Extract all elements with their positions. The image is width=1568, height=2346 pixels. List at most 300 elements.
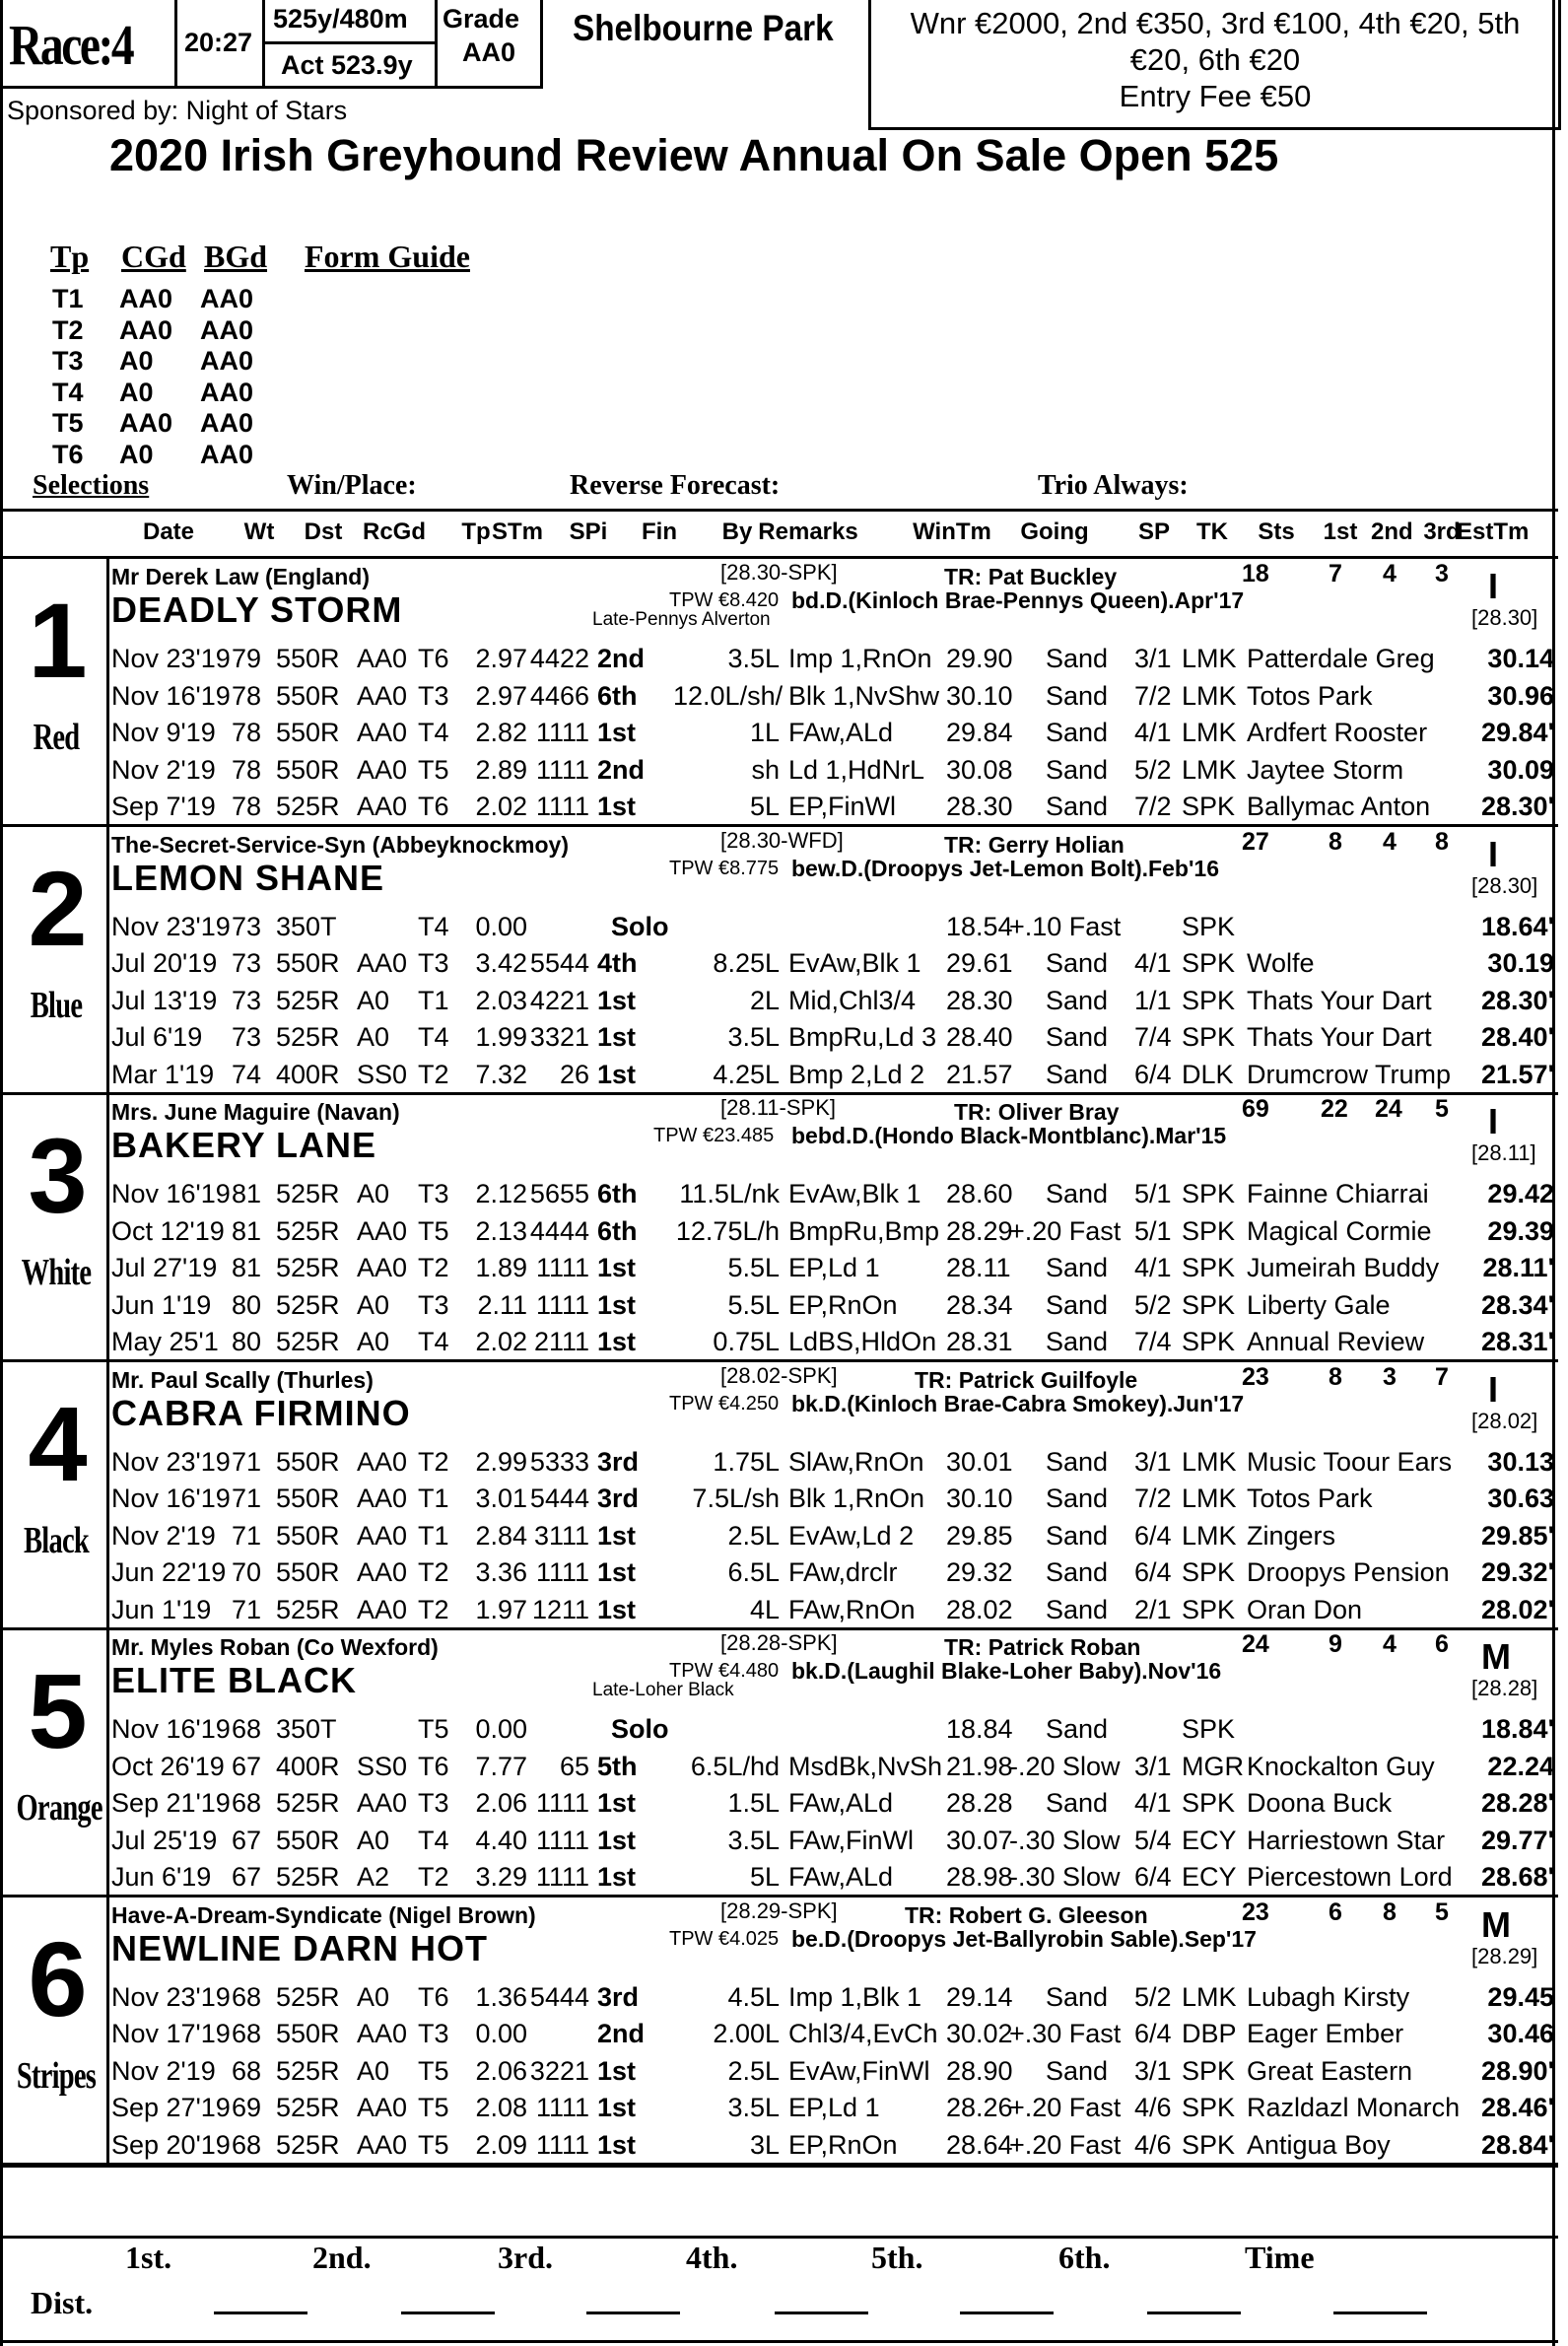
form-finish: 1st: [597, 1594, 637, 1624]
form-finish: 1st: [597, 985, 637, 1015]
form-finish: 1st: [597, 2093, 637, 2122]
form-going: +.20 Fast: [1009, 2129, 1122, 2160]
form-win-time: 28.11: [946, 1253, 1011, 1282]
form-finish: 4th: [597, 948, 638, 978]
run-style: I: [1488, 1368, 1499, 1410]
grade-cgd: AA0: [119, 284, 173, 313]
form-remarks: Blk 1,NvShw: [788, 680, 940, 711]
column-header-remarks: Remarks: [758, 518, 858, 545]
form-race-grade: SS0: [357, 1751, 408, 1781]
form-split-positions: 4221: [529, 985, 589, 1015]
form-remarks: EP,Ld 1: [788, 1253, 880, 1282]
form-sectional-time: 2.08: [475, 2093, 527, 2122]
form-date: Nov 17'19: [111, 2019, 231, 2048]
form-distance: 525R: [276, 1981, 340, 2012]
form-going: Sand: [1046, 680, 1109, 711]
form-track: SPK: [1182, 911, 1236, 941]
stat-sts: 24: [1242, 1630, 1269, 1658]
trainer: TR: Robert G. Gleeson: [905, 1901, 1148, 1928]
form-split-positions: 26: [559, 1059, 589, 1089]
trainer: TR: Patrick Guilfoyle: [915, 1366, 1138, 1393]
form-beaten-by: 11.5L/nk: [679, 1179, 780, 1208]
grade-cgd: AA0: [119, 408, 173, 438]
form-trap: T1: [418, 1520, 449, 1551]
form-track: LMK: [1182, 680, 1237, 711]
form-row: [3, 678, 1558, 715]
form-sectional-time: 7.77: [475, 1751, 527, 1781]
form-starting-price: 5/1: [1134, 1215, 1172, 1246]
form-estimated-time: 18.84': [1481, 1714, 1554, 1744]
form-estimated-time: 29.39: [1487, 1215, 1554, 1246]
form-weight: 67: [232, 1862, 262, 1892]
form-sectional-time: 2.82: [475, 718, 527, 747]
form-track: SPK: [1182, 2129, 1236, 2160]
form-split-positions: 3221: [529, 2055, 589, 2086]
form-track: ECY: [1182, 1825, 1237, 1855]
form-distance: 525R: [276, 1022, 340, 1052]
form-weight: 70: [232, 1557, 262, 1587]
form-estimated-time: 29.77': [1481, 1825, 1554, 1855]
breeding: be.D.(Droopys Jet-Ballyrobin Sable).Sep'17: [791, 1925, 1257, 1952]
form-sectional-time: 0.00: [475, 911, 527, 941]
form-estimated-time: 28.84': [1481, 2129, 1554, 2160]
form-weight: 73: [232, 985, 262, 1015]
result-blank-line: [586, 2312, 680, 2314]
form-sectional-time: 1.89: [475, 1253, 527, 1282]
form-starting-price: 6/4: [1134, 1520, 1172, 1551]
form-winner: Eager Ember: [1247, 2019, 1404, 2048]
form-race-grade: A0: [357, 1825, 390, 1855]
form-win-time: 18.54: [946, 911, 1013, 941]
form-row: [3, 1749, 1558, 1785]
total-prize-won: TPW €8.420: [669, 589, 780, 611]
form-sectional-time: 2.02: [475, 1327, 527, 1356]
grade-cgd: A0: [119, 439, 154, 469]
dog-name: NEWLINE DARN HOT: [111, 1927, 488, 1968]
form-trap: T6: [418, 644, 449, 673]
race-number: Race:4: [9, 13, 133, 77]
form-remarks: Imp 1,Blk 1: [788, 1981, 922, 2012]
form-row: [3, 1979, 1558, 2016]
column-header-sts: Sts: [1258, 518, 1295, 545]
form-going: Sand: [1046, 2055, 1109, 2086]
form-row: [3, 1823, 1558, 1859]
dam-note: Late-Loher Black: [592, 1680, 734, 1700]
form-winner: Totos Park: [1247, 680, 1373, 711]
form-race-grade: AA0: [357, 792, 408, 821]
form-going: Sand: [1046, 948, 1109, 978]
form-weight: 73: [232, 1022, 262, 1052]
prize-line-1: Wnr €2000, 2nd €350, 3rd €100, 4th €20, 5th: [910, 6, 1521, 40]
form-row: [3, 983, 1558, 1019]
form-winner: Antigua Boy: [1247, 2129, 1391, 2160]
grade-trap: T6: [52, 439, 84, 469]
form-win-time: 30.01: [946, 1446, 1013, 1477]
form-track: SPK: [1182, 1327, 1236, 1356]
form-weight: 78: [232, 718, 262, 747]
form-finish: 1st: [597, 1059, 637, 1089]
form-win-time: 28.34: [946, 1289, 1013, 1320]
form-beaten-by: 6.5L: [727, 1557, 780, 1587]
form-split-positions: 65: [559, 1751, 589, 1781]
trap-colour: Red: [33, 717, 80, 758]
form-row: [3, 1250, 1558, 1286]
result-position-label: Time: [1245, 2240, 1315, 2275]
dog-name: BAKERY LANE: [111, 1125, 377, 1165]
stat-third: 5: [1435, 1095, 1449, 1123]
dog-name: LEMON SHANE: [111, 857, 385, 898]
form-distance: 550R: [276, 1520, 340, 1551]
form-going: Sand: [1046, 1446, 1109, 1477]
form-estimated-time: 30.96: [1487, 680, 1554, 711]
trap-number: 1: [28, 581, 88, 700]
form-win-time: 28.29: [946, 1215, 1013, 1246]
form-starting-price: 6/4: [1134, 1557, 1172, 1587]
form-estimated-time: 30.14: [1487, 644, 1554, 673]
form-track: SPK: [1182, 2093, 1236, 2122]
form-distance: 525R: [276, 1179, 340, 1208]
form-win-time: 29.32: [946, 1557, 1013, 1587]
divider: [3, 2236, 1558, 2239]
form-beaten-by: 4.5L: [727, 1981, 780, 2012]
best-time: [28.11-SPK]: [720, 1095, 836, 1120]
form-distance: 550R: [276, 2019, 340, 2048]
form-going: -.30 Slow: [1009, 1825, 1121, 1855]
form-trap: T3: [418, 948, 449, 978]
form-going: Sand: [1046, 1179, 1109, 1208]
form-sectional-time: 2.11: [477, 1289, 527, 1320]
column-header-tk: TK: [1196, 518, 1228, 545]
form-remarks: FAw,FinWl: [788, 1825, 915, 1855]
form-weight: 68: [232, 2055, 262, 2086]
form-weight: 68: [232, 1714, 262, 1744]
form-row: [3, 752, 1558, 789]
form-estimated-time: 28.28': [1481, 1788, 1554, 1818]
column-header-rcgd: RcGd: [363, 518, 427, 545]
estimated-best: [28.30]: [1471, 872, 1538, 898]
owner: Mr Derek Law (England): [111, 564, 370, 589]
form-race-grade: A0: [357, 1981, 390, 2012]
form-sectional-time: 2.89: [475, 754, 527, 785]
form-starting-price: 7/2: [1134, 792, 1172, 821]
form-weight: 71: [232, 1446, 262, 1477]
form-remarks: EP,FinWl: [788, 792, 897, 821]
best-time: [28.02-SPK]: [720, 1362, 838, 1388]
form-track: LMK: [1182, 1520, 1237, 1551]
form-row: [3, 909, 1558, 945]
form-sectional-time: 0.00: [475, 2019, 527, 2048]
form-split-positions: 1111: [535, 1253, 589, 1282]
form-date: Nov 16'19: [111, 1179, 231, 1208]
form-estimated-time: 30.63: [1487, 1484, 1554, 1513]
form-distance: 525R: [276, 2093, 340, 2122]
form-win-time: 28.28: [946, 1788, 1013, 1818]
form-trap: T3: [418, 1179, 449, 1208]
form-weight: 73: [232, 948, 262, 978]
sponsor: Sponsored by: Night of Stars: [7, 96, 348, 125]
breeding: bk.D.(Kinloch Brae-Cabra Smokey).Jun'17: [791, 1390, 1245, 1416]
form-row: [3, 2090, 1558, 2126]
form-beaten-by: 4L: [749, 1594, 780, 1624]
runner-block: [3, 1897, 1558, 2165]
form-sectional-time: 3.42: [475, 948, 527, 978]
form-win-time: 18.84: [946, 1714, 1013, 1744]
form-split-positions: 5333: [529, 1446, 589, 1477]
form-weight: 80: [232, 1289, 262, 1320]
trainer: TR: Oliver Bray: [954, 1099, 1120, 1125]
total-prize-won: TPW €8.775: [669, 857, 780, 879]
form-date: Sep 27'19: [111, 2093, 231, 2122]
form-split-positions: 1111: [535, 792, 589, 821]
form-going: Sand: [1046, 754, 1109, 785]
run-style: I: [1488, 1101, 1499, 1141]
race-title: 2020 Irish Greyhound Review Annual On Sale Open 525: [109, 130, 1279, 180]
form-win-time: 30.10: [946, 1484, 1013, 1513]
form-trap: T3: [418, 1788, 449, 1818]
form-remarks: EvAw,Blk 1: [788, 948, 921, 978]
form-row: [3, 1481, 1558, 1517]
form-beaten-by: 2.5L: [727, 1520, 780, 1551]
reverse-forecast-label: Reverse Forecast:: [570, 470, 781, 501]
breeding: bd.D.(Kinloch Brae-Pennys Queen).Apr'17: [791, 587, 1245, 613]
grades-header-tp: Tp: [50, 239, 90, 274]
form-beaten-by: 3.5L: [727, 1022, 780, 1052]
form-estimated-time: 28.68': [1481, 1862, 1554, 1892]
form-winner: Liberty Gale: [1247, 1289, 1391, 1320]
form-finish: 2nd: [597, 644, 646, 673]
form-finish: 6th: [597, 680, 638, 711]
form-split-positions: 1111: [535, 1862, 589, 1892]
form-split-positions: 1211: [531, 1594, 589, 1624]
form-sectional-time: 0.00: [475, 1714, 527, 1744]
form-distance: 525R: [276, 1862, 340, 1892]
stat-first: 8: [1329, 827, 1342, 856]
total-prize-won: TPW €4.250: [669, 1392, 780, 1414]
form-winner: Knockalton Guy: [1247, 1751, 1435, 1781]
form-row: [3, 945, 1558, 982]
stat-first: 8: [1329, 1362, 1342, 1391]
form-going: -.20 Slow: [1009, 1751, 1121, 1781]
trap-colour: Black: [24, 1519, 89, 1561]
form-track: SPK: [1182, 1215, 1236, 1246]
trap-colour: Blue: [30, 984, 83, 1026]
grade-trap: T2: [52, 314, 84, 345]
trap-number: 4: [28, 1383, 88, 1503]
form-beaten-by: 5L: [749, 792, 780, 821]
form-remarks: EP,Ld 1: [788, 2093, 880, 2122]
form-track: SPK: [1182, 2055, 1236, 2086]
form-race-grade: AA0: [357, 1446, 408, 1477]
form-winner: Fainne Chiarrai: [1247, 1179, 1429, 1208]
form-weight: 80: [232, 1327, 262, 1356]
form-remarks: FAw,ALd: [788, 1862, 894, 1892]
form-split-positions: 5544: [529, 948, 589, 978]
form-winner: Oran Don: [1247, 1594, 1363, 1624]
form-winner: Ballymac Anton: [1247, 792, 1431, 821]
form-distance: 550R: [276, 718, 340, 747]
race-grade: AA0: [462, 37, 516, 67]
form-trap: T3: [418, 2019, 449, 2048]
column-header-2nd: 2nd: [1371, 518, 1413, 545]
form-finish: Solo: [611, 1714, 669, 1744]
run-style: I: [1488, 566, 1499, 606]
form-going: +.30 Fast: [1009, 2019, 1122, 2048]
form-weight: 68: [232, 1788, 262, 1818]
form-trap: T4: [418, 718, 449, 747]
form-going: -.30 Slow: [1009, 1862, 1121, 1892]
form-track: ECY: [1182, 1862, 1237, 1892]
stat-sts: 23: [1242, 1362, 1269, 1391]
form-win-time: 29.14: [946, 1981, 1013, 2012]
form-winner: Ardfert Rooster: [1247, 718, 1428, 747]
form-split-positions: 1111: [535, 718, 589, 747]
form-track: LMK: [1182, 718, 1237, 747]
form-distance: 525R: [276, 2055, 340, 2086]
stat-second: 4: [1383, 560, 1397, 587]
form-date: Oct 26'19: [111, 1751, 225, 1781]
form-starting-price: 5/1: [1134, 1179, 1172, 1208]
form-win-time: 28.30: [946, 985, 1013, 1015]
form-going: Sand: [1046, 1981, 1109, 2012]
form-remarks: Imp 1,RnOn: [788, 644, 932, 673]
form-sectional-time: 2.06: [475, 2055, 527, 2086]
runner-block: [3, 1628, 1558, 1897]
form-split-positions: 1111: [535, 754, 589, 785]
form-starting-price: 5/4: [1134, 1825, 1172, 1855]
form-track: DLK: [1182, 1059, 1234, 1089]
form-weight: 74: [232, 1059, 262, 1089]
form-distance: 525R: [276, 792, 340, 821]
trainer: TR: Pat Buckley: [944, 564, 1118, 589]
form-track: LMK: [1182, 1446, 1237, 1477]
form-trap: T5: [418, 1215, 449, 1246]
form-finish: 1st: [597, 2129, 637, 2160]
form-weight: 79: [232, 644, 262, 673]
form-remarks: BmpRu,Bmp: [788, 1215, 940, 1246]
form-winner: Thats Your Dart: [1247, 985, 1432, 1015]
form-win-time: 29.84: [946, 718, 1013, 747]
breeding: bk.D.(Laughil Blake-Loher Baby).Nov'16: [791, 1658, 1222, 1684]
form-winner: Magical Cormie: [1247, 1215, 1432, 1246]
form-starting-price: 3/1: [1134, 2055, 1172, 2086]
form-starting-price: 7/4: [1134, 1022, 1172, 1052]
form-sectional-time: 2.06: [475, 1788, 527, 1818]
form-row: [3, 1019, 1558, 1056]
form-race-grade: AA0: [357, 1557, 408, 1587]
form-distance: 525R: [276, 1289, 340, 1320]
result-position-label: 6th.: [1058, 2240, 1111, 2275]
form-going: Sand: [1046, 1520, 1109, 1551]
form-trap: T6: [418, 1751, 449, 1781]
form-estimated-time: 28.40': [1481, 1022, 1554, 1052]
form-finish: 5th: [597, 1751, 638, 1781]
trainer: TR: Gerry Holian: [944, 831, 1125, 858]
estimated-best: [28.28]: [1471, 1676, 1538, 1700]
form-finish: 1st: [597, 1289, 637, 1320]
form-win-time: 28.90: [946, 2055, 1013, 2086]
column-header-sp: SP: [1137, 518, 1170, 545]
stat-sts: 18: [1242, 560, 1269, 587]
form-race-grade: AA0: [357, 718, 408, 747]
form-estimated-time: 29.42: [1487, 1179, 1554, 1208]
form-winner: Harriestown Star: [1247, 1825, 1446, 1855]
grade-trap: T4: [52, 377, 84, 407]
grade-bgd: AA0: [200, 346, 254, 376]
form-sectional-time: 2.99: [475, 1446, 527, 1477]
form-starting-price: 4/1: [1134, 1788, 1172, 1818]
form-beaten-by: 6.5L/hd: [690, 1751, 780, 1781]
result-position-label: 4th.: [686, 2240, 738, 2275]
form-sectional-time: 2.97: [475, 680, 527, 711]
form-date: Mar 1'19: [111, 1059, 215, 1089]
form-beaten-by: 0.75L: [713, 1327, 780, 1356]
form-weight: 68: [232, 1981, 262, 2012]
column-header-date: Date: [142, 518, 195, 545]
form-race-grade: A0: [357, 985, 390, 1015]
column-header-3rd: 3rd: [1423, 518, 1461, 545]
form-race-grade: AA0: [357, 1520, 408, 1551]
form-trap: T5: [418, 754, 449, 785]
form-track: DBP: [1182, 2019, 1237, 2048]
grade-bgd: AA0: [200, 314, 254, 345]
grade-bgd: AA0: [200, 408, 254, 438]
form-finish: 6th: [597, 1179, 638, 1208]
form-weight: 67: [232, 1751, 262, 1781]
runner-block: [3, 558, 1558, 826]
form-race-grade: A0: [357, 1327, 390, 1356]
form-remarks: MsdBk,NvSh: [788, 1751, 943, 1781]
result-position-label: 2nd.: [312, 2240, 372, 2275]
form-beaten-by: 3.5L: [727, 644, 780, 673]
form-going: +.20 Fast: [1009, 1215, 1122, 1246]
result-position-label: 5th.: [871, 2240, 923, 2275]
result-position-label: 3rd.: [498, 2240, 553, 2275]
form-remarks: SlAw,RnOn: [788, 1446, 924, 1477]
form-race-grade: AA0: [357, 948, 408, 978]
owner: Mrs. June Maguire (Navan): [111, 1099, 400, 1125]
estimated-best: [28.29]: [1471, 1943, 1538, 1968]
form-finish: 1st: [597, 718, 637, 747]
form-beaten-by: 12.0L/sh/: [673, 680, 784, 711]
form-remarks: EvAw,FinWl: [788, 2055, 930, 2086]
form-trap: T6: [418, 1981, 449, 2012]
run-style: I: [1488, 833, 1499, 874]
form-row: [3, 641, 1558, 677]
form-distance: 550R: [276, 680, 340, 711]
form-trap: T2: [418, 1446, 449, 1477]
form-weight: 68: [232, 2019, 262, 2048]
form-winner: Doona Buck: [1247, 1788, 1393, 1818]
form-going: +.20 Fast: [1009, 2093, 1122, 2122]
form-remarks: Mid,Chl3/4: [788, 985, 917, 1015]
form-race-grade: AA0: [357, 1253, 408, 1282]
form-track: SPK: [1182, 948, 1236, 978]
result-position-label: 1st.: [125, 2240, 172, 2275]
form-date: Nov 9'19: [111, 718, 216, 747]
form-winner: Lubagh Kirsty: [1247, 1981, 1410, 2012]
form-finish: 1st: [597, 1788, 637, 1818]
form-estimated-time: 28.02': [1481, 1594, 1554, 1624]
form-starting-price: 6/4: [1134, 1862, 1172, 1892]
form-distance: 350T: [276, 911, 337, 941]
stat-third: 8: [1435, 827, 1449, 856]
form-sectional-time: 7.32: [475, 1059, 527, 1089]
divider: [3, 509, 1558, 512]
form-split-positions: 4422: [529, 644, 589, 673]
form-sectional-time: 1.99: [475, 1022, 527, 1052]
form-estimated-time: 29.85': [1481, 1520, 1554, 1551]
stat-third: 3: [1435, 560, 1449, 587]
